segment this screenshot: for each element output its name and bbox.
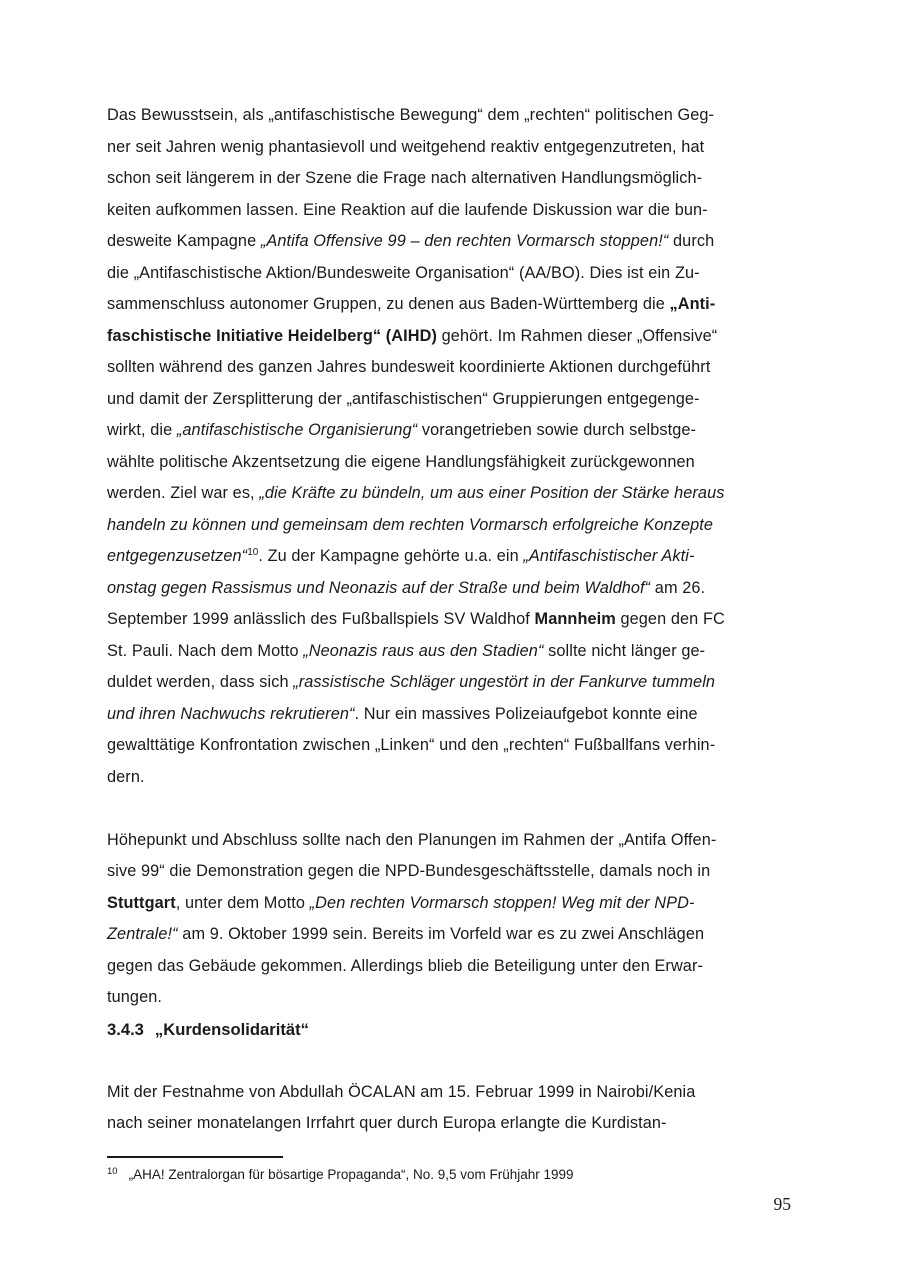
text-segment: am 9. Oktober 1999 sein. Bereits im Vorfeld war es zu zwei Anschlägen [177, 925, 705, 943]
text-segment: „antifaschistische Organisierung“ [176, 421, 418, 439]
text-segment: Zentrale!“ [107, 925, 178, 943]
text-segment: wirkt, die [107, 421, 177, 439]
page-number: 95 [773, 1194, 791, 1214]
paragraph [107, 100, 797, 793]
text-segment: , unter dem Motto [175, 893, 310, 912]
text-segment: durch [668, 232, 715, 250]
footnote-text: „AHA! Zentralorgan für bösartige Propaganda“, No. 9,5 vom Frühjahr 1999 [128, 1167, 574, 1182]
text-segment: „Antifaschistischer Akti- [523, 547, 695, 565]
text-line [107, 100, 797, 132]
text-segment: entgegenzusetzen“ [107, 547, 248, 565]
text-segment: nach seiner monatelangen Irrfahrt quer durch Europa erlangte die Kurdistan- [107, 1114, 667, 1132]
section-heading [107, 1014, 797, 1046]
text-line [107, 195, 797, 227]
text-segment: sollte nicht länger ge- [543, 641, 706, 660]
text-line [107, 573, 797, 605]
paragraph [107, 825, 797, 1014]
footnote-separator [107, 1156, 283, 1158]
text-segment: „Anti- [669, 295, 716, 313]
text-segment: „rassistische Schläger ungestört in der Fankurve tummeln [293, 673, 716, 691]
text-segment: tungen. [107, 988, 163, 1006]
text-line [107, 730, 797, 762]
text-line [107, 163, 797, 195]
text-line [107, 447, 797, 479]
text-segment: gegen den FC [615, 610, 725, 628]
footnote-marker: 10 [107, 1166, 118, 1177]
text-segment: „Kurdensolidarität“ [154, 1019, 309, 1039]
text-line [107, 1077, 797, 1109]
text-segment: desweite Kampagne [107, 232, 261, 250]
text-segment: und ihren Nachwuchs rekrutieren“ [107, 704, 355, 723]
text-line [107, 1108, 797, 1140]
text-segment: am 26. [650, 578, 706, 597]
text-segment: faschistische Initiative Heidelberg“ (AIHD) [107, 326, 438, 345]
text-segment: Mit der Festnahme von Abdullah ÖCALAN am 15. Februar 1999 in Nairobi/Kenia [107, 1082, 696, 1101]
text-segment: onstag gegen Rassismus und Neonazis auf der Straße und beim Waldhof“ [107, 578, 651, 597]
text-segment: und damit der Zersplitterung der „antifaschistischen“ Gruppierungen entgegenge- [107, 389, 700, 408]
text-segment: sammenschluss autonomer Gruppen, zu denen aus Baden-Württemberg die [107, 295, 670, 313]
text-segment: „Den rechten Vormarsch stoppen! Weg mit der NPD- [309, 893, 695, 912]
text-segment: ner seit Jahren wenig phantasievoll und weitgehend reaktiv entgegenzutreten, hat [107, 137, 705, 156]
text-line [107, 667, 797, 699]
text-line [107, 132, 797, 164]
text-segment: Stuttgart [107, 893, 176, 912]
text-segment: Das Bewusstsein, als „antifaschistische Bewegung“ dem „rechten“ politischen Geg- [107, 106, 715, 124]
text-line [107, 541, 797, 573]
text-line [107, 289, 797, 321]
text-segment: 10 [247, 547, 259, 558]
text-segment: „Neonazis raus aus den Stadien“ [303, 641, 544, 660]
text-line [107, 604, 797, 636]
text-segment: St. Pauli. Nach dem Motto [107, 641, 304, 660]
text-segment: 3.4.3 [107, 1019, 144, 1039]
text-line [107, 321, 797, 353]
text-segment: gehört. Im Rahmen dieser „Offensive“ [437, 326, 718, 345]
text-line [107, 258, 797, 290]
text-line [107, 415, 797, 447]
text-segment: „die Kräfte zu bündeln, um aus einer Position der Stärke heraus [259, 484, 725, 502]
text-segment: gewalttätige Konfrontation zwischen „Linken“ und den „rechten“ Fußballfans verhin- [107, 736, 716, 754]
text-segment: September 1999 anlässlich des Fußballspiels SV Waldhof [107, 610, 535, 628]
text-segment: handeln zu können und gemeinsam dem rechten Vormarsch erfolgreiche Konzepte [107, 515, 714, 534]
text-line [107, 888, 797, 920]
text-segment: . Nur ein massives Polizeiaufgebot konnte eine [354, 704, 698, 723]
text-segment: „Antifa Offensive 99 – den rechten Vormarsch stoppen!“ [260, 232, 669, 250]
paragraph [107, 1077, 797, 1140]
text-line [107, 982, 797, 1014]
paragraph-spacer [107, 793, 797, 825]
text-line [107, 352, 797, 384]
text-segment: dern. [107, 767, 145, 786]
text-line [107, 762, 797, 794]
text-segment: sive 99“ die Demonstration gegen die NPD-Bundesgeschäftsstelle, damals noch in [107, 862, 711, 880]
text-segment: schon seit längerem in der Szene die Frage nach alternativen Handlungsmöglich- [107, 169, 703, 187]
text-segment: sollten während des ganzen Jahres bundesweit koordinierte Aktionen durchgeführt [107, 358, 711, 376]
text-line [107, 699, 797, 731]
footnote [107, 1166, 797, 1186]
text-line [107, 478, 797, 510]
text-line [107, 951, 797, 983]
text-line [107, 825, 797, 857]
text-line [107, 856, 797, 888]
footnote-area [107, 1156, 797, 1186]
document-body [107, 100, 797, 1140]
text-line [107, 636, 797, 668]
text-segment: vorangetrieben sowie durch selbstge- [417, 421, 697, 439]
text-segment: . Zu der Kampagne gehörte u.a. ein [258, 547, 524, 565]
text-segment: Mannheim [534, 610, 616, 628]
text-segment: Höhepunkt und Abschluss sollte nach den Planungen im Rahmen der „Antifa Offen- [107, 830, 717, 849]
text-segment: wählte politische Akzentsetzung die eigene Handlungsfähigkeit zurückgewonnen [107, 452, 695, 471]
text-segment: die „Antifaschistische Aktion/Bundesweite Organisation“ (AA/BO). Dies ist ein Zu- [107, 263, 700, 282]
text-line [107, 384, 797, 416]
text-line [107, 226, 797, 258]
text-line [107, 510, 797, 542]
text-segment: gegen das Gebäude gekommen. Allerdings blieb die Beteiligung unter den Erwar- [107, 956, 704, 975]
text-segment: duldet werden, dass sich [107, 673, 294, 691]
text-line [107, 919, 797, 951]
text-segment: werden. Ziel war es, [107, 484, 260, 502]
text-segment: keiten aufkommen lassen. Eine Reaktion auf die laufende Diskussion war die bun- [107, 200, 708, 219]
paragraph-spacer [107, 1045, 797, 1077]
